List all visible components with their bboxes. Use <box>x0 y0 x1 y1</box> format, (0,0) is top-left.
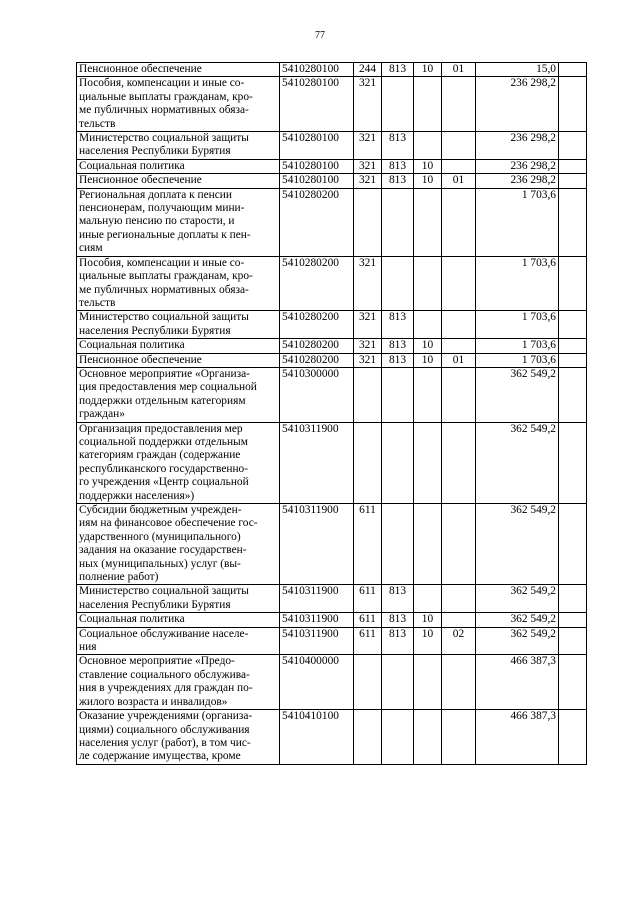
target-code-cell: 5410280100 <box>280 63 354 77</box>
amount-cell: 362 549,2 <box>476 422 559 503</box>
budget-table-body <box>77 63 587 765</box>
expense-type-code-cell: 321 <box>354 339 382 353</box>
section-code-cell <box>414 256 442 311</box>
amount-cell: 1 703,6 <box>476 188 559 256</box>
target-code-cell: 5410311900 <box>280 613 354 627</box>
row-name-cell: Пособия, компенсации и иные со- циальные выплаты гражданам, кро- ме публичных нормативных обяза- тельств <box>77 77 280 132</box>
row-name-cell: Пенсионное обеспечение <box>77 63 280 77</box>
subsection-code-cell <box>442 710 476 765</box>
empty-cell <box>559 188 587 256</box>
target-code-cell: 5410280200 <box>280 188 354 256</box>
empty-cell <box>559 710 587 765</box>
ministry-code-cell: 813 <box>382 613 414 627</box>
amount-cell: 236 298,2 <box>476 77 559 132</box>
section-code-cell <box>414 188 442 256</box>
amount-cell: 236 298,2 <box>476 159 559 173</box>
ministry-code-cell <box>382 710 414 765</box>
expense-type-code-cell <box>354 367 382 422</box>
amount-cell: 15,0 <box>476 63 559 77</box>
section-code-cell: 10 <box>414 353 442 367</box>
subsection-code-cell <box>442 77 476 132</box>
section-code-cell <box>414 311 442 339</box>
subsection-code-cell <box>442 339 476 353</box>
empty-cell <box>559 311 587 339</box>
section-code-cell <box>414 367 442 422</box>
target-code-cell: 5410280100 <box>280 159 354 173</box>
subsection-code-cell <box>442 655 476 710</box>
row-name-cell: Пенсионное обеспечение <box>77 174 280 188</box>
row-name-cell: Субсидии бюджетным учрежден- иям на финансовое обеспечение гос- ударственного (муниципального) задания на оказание государствен- ных (муниципальных) услуг (вы- полнение работ) <box>77 504 280 585</box>
ministry-code-cell: 813 <box>382 63 414 77</box>
subsection-code-cell <box>442 256 476 311</box>
expense-type-code-cell <box>354 188 382 256</box>
target-code-cell: 5410311900 <box>280 422 354 503</box>
expense-type-code-cell: 321 <box>354 353 382 367</box>
expense-type-code-cell: 321 <box>354 256 382 311</box>
ministry-code-cell <box>382 422 414 503</box>
amount-cell: 1 703,6 <box>476 311 559 339</box>
table-row <box>77 655 587 710</box>
expense-type-code-cell: 321 <box>354 311 382 339</box>
expense-type-code-cell: 611 <box>354 504 382 585</box>
ministry-code-cell <box>382 77 414 132</box>
target-code-cell: 5410311900 <box>280 585 354 613</box>
row-name-cell: Основное мероприятие «Организа- ция предоставления мер социальной поддержки отдельным категориям граждан» <box>77 367 280 422</box>
empty-cell <box>559 627 587 655</box>
target-code-cell: 5410280100 <box>280 132 354 160</box>
expense-type-code-cell <box>354 422 382 503</box>
ministry-code-cell: 813 <box>382 311 414 339</box>
table-row <box>77 311 587 339</box>
ministry-code-cell: 813 <box>382 339 414 353</box>
table-row <box>77 159 587 173</box>
row-name-cell: Оказание учреждениями (организа- циями) социального обслуживания населения услуг (работ), в том чис- ле содержание имущества, кроме <box>77 710 280 765</box>
row-name-cell: Социальная политика <box>77 613 280 627</box>
section-code-cell <box>414 710 442 765</box>
section-code-cell <box>414 132 442 160</box>
expense-type-code-cell: 611 <box>354 613 382 627</box>
subsection-code-cell: 01 <box>442 174 476 188</box>
row-name-cell: Основное мероприятие «Предо- ставление социального обслужива- ния в учреждениях для граждан по- жилого возраста и инвалидов» <box>77 655 280 710</box>
section-code-cell: 10 <box>414 339 442 353</box>
target-code-cell: 5410300000 <box>280 367 354 422</box>
empty-cell <box>559 367 587 422</box>
row-name-cell: Министерство социальной защиты населения Республики Бурятия <box>77 585 280 613</box>
subsection-code-cell <box>442 132 476 160</box>
empty-cell <box>559 256 587 311</box>
row-name-cell: Пенсионное обеспечение <box>77 353 280 367</box>
amount-cell: 362 549,2 <box>476 613 559 627</box>
target-code-cell: 5410400000 <box>280 655 354 710</box>
table-row <box>77 132 587 160</box>
amount-cell: 466 387,3 <box>476 655 559 710</box>
ministry-code-cell <box>382 504 414 585</box>
expense-type-code-cell <box>354 655 382 710</box>
section-code-cell: 10 <box>414 174 442 188</box>
subsection-code-cell <box>442 422 476 503</box>
expense-type-code-cell <box>354 710 382 765</box>
subsection-code-cell <box>442 311 476 339</box>
section-code-cell <box>414 504 442 585</box>
table-row <box>77 339 587 353</box>
section-code-cell: 10 <box>414 63 442 77</box>
table-row <box>77 77 587 132</box>
empty-cell <box>559 132 587 160</box>
empty-cell <box>559 77 587 132</box>
amount-cell: 362 549,2 <box>476 367 559 422</box>
empty-cell <box>559 174 587 188</box>
ministry-code-cell <box>382 188 414 256</box>
section-code-cell: 10 <box>414 159 442 173</box>
empty-cell <box>559 353 587 367</box>
target-code-cell: 5410280200 <box>280 256 354 311</box>
subsection-code-cell: 02 <box>442 627 476 655</box>
row-name-cell: Пособия, компенсации и иные со- циальные выплаты гражданам, кро- ме публичных нормативных обяза- тельств <box>77 256 280 311</box>
expense-type-code-cell: 321 <box>354 159 382 173</box>
row-name-cell: Социальная политика <box>77 159 280 173</box>
row-name-cell: Социальная политика <box>77 339 280 353</box>
row-name-cell: Социальное обслуживание населе- ния <box>77 627 280 655</box>
section-code-cell <box>414 655 442 710</box>
table-row <box>77 188 587 256</box>
table-row <box>77 63 587 77</box>
table-row <box>77 710 587 765</box>
amount-cell: 362 549,2 <box>476 627 559 655</box>
amount-cell: 1 703,6 <box>476 353 559 367</box>
ministry-code-cell: 813 <box>382 353 414 367</box>
amount-cell: 236 298,2 <box>476 174 559 188</box>
table-row <box>77 613 587 627</box>
target-code-cell: 5410280100 <box>280 77 354 132</box>
amount-cell: 1 703,6 <box>476 256 559 311</box>
target-code-cell: 5410280100 <box>280 174 354 188</box>
table-row <box>77 174 587 188</box>
expense-type-code-cell: 611 <box>354 627 382 655</box>
subsection-code-cell: 01 <box>442 63 476 77</box>
subsection-code-cell <box>442 159 476 173</box>
expense-type-code-cell: 321 <box>354 77 382 132</box>
page-number: 77 <box>315 30 325 41</box>
subsection-code-cell <box>442 504 476 585</box>
empty-cell <box>559 655 587 710</box>
table-row <box>77 585 587 613</box>
row-name-cell: Организация предоставления мер социальной поддержки отдельным категориям граждан (содержание республиканского государственно- го учреждения «Центр социальной поддержки населения») <box>77 422 280 503</box>
ministry-code-cell <box>382 367 414 422</box>
expense-type-code-cell: 321 <box>354 132 382 160</box>
amount-cell: 1 703,6 <box>476 339 559 353</box>
expense-type-code-cell: 611 <box>354 585 382 613</box>
ministry-code-cell: 813 <box>382 159 414 173</box>
table-row <box>77 422 587 503</box>
section-code-cell <box>414 77 442 132</box>
empty-cell <box>559 504 587 585</box>
ministry-code-cell: 813 <box>382 132 414 160</box>
empty-cell <box>559 63 587 77</box>
amount-cell: 362 549,2 <box>476 585 559 613</box>
empty-cell <box>559 159 587 173</box>
subsection-code-cell <box>442 585 476 613</box>
target-code-cell: 5410280200 <box>280 353 354 367</box>
section-code-cell: 10 <box>414 627 442 655</box>
row-name-cell: Министерство социальной защиты населения Республики Бурятия <box>77 311 280 339</box>
amount-cell: 466 387,3 <box>476 710 559 765</box>
ministry-code-cell: 813 <box>382 585 414 613</box>
table-row <box>77 367 587 422</box>
subsection-code-cell <box>442 367 476 422</box>
empty-cell <box>559 422 587 503</box>
subsection-code-cell: 01 <box>442 353 476 367</box>
section-code-cell <box>414 422 442 503</box>
table-row <box>77 504 587 585</box>
ministry-code-cell: 813 <box>382 627 414 655</box>
expense-type-code-cell: 244 <box>354 63 382 77</box>
empty-cell <box>559 339 587 353</box>
amount-cell: 236 298,2 <box>476 132 559 160</box>
table-row <box>77 627 587 655</box>
ministry-code-cell: 813 <box>382 174 414 188</box>
target-code-cell: 5410280200 <box>280 311 354 339</box>
target-code-cell: 5410311900 <box>280 627 354 655</box>
budget-table <box>76 62 587 765</box>
subsection-code-cell <box>442 188 476 256</box>
target-code-cell: 5410280200 <box>280 339 354 353</box>
row-name-cell: Министерство социальной защиты населения Республики Бурятия <box>77 132 280 160</box>
ministry-code-cell <box>382 655 414 710</box>
row-name-cell: Региональная доплата к пенсии пенсионерам, получающим мини- мальную пенсию по старости, и иные региональные доплаты к пен- сиям <box>77 188 280 256</box>
section-code-cell <box>414 585 442 613</box>
empty-cell <box>559 613 587 627</box>
ministry-code-cell <box>382 256 414 311</box>
amount-cell: 362 549,2 <box>476 504 559 585</box>
empty-cell <box>559 585 587 613</box>
expense-type-code-cell: 321 <box>354 174 382 188</box>
subsection-code-cell <box>442 613 476 627</box>
target-code-cell: 5410311900 <box>280 504 354 585</box>
table-row <box>77 353 587 367</box>
section-code-cell: 10 <box>414 613 442 627</box>
table-row <box>77 256 587 311</box>
target-code-cell: 5410410100 <box>280 710 354 765</box>
